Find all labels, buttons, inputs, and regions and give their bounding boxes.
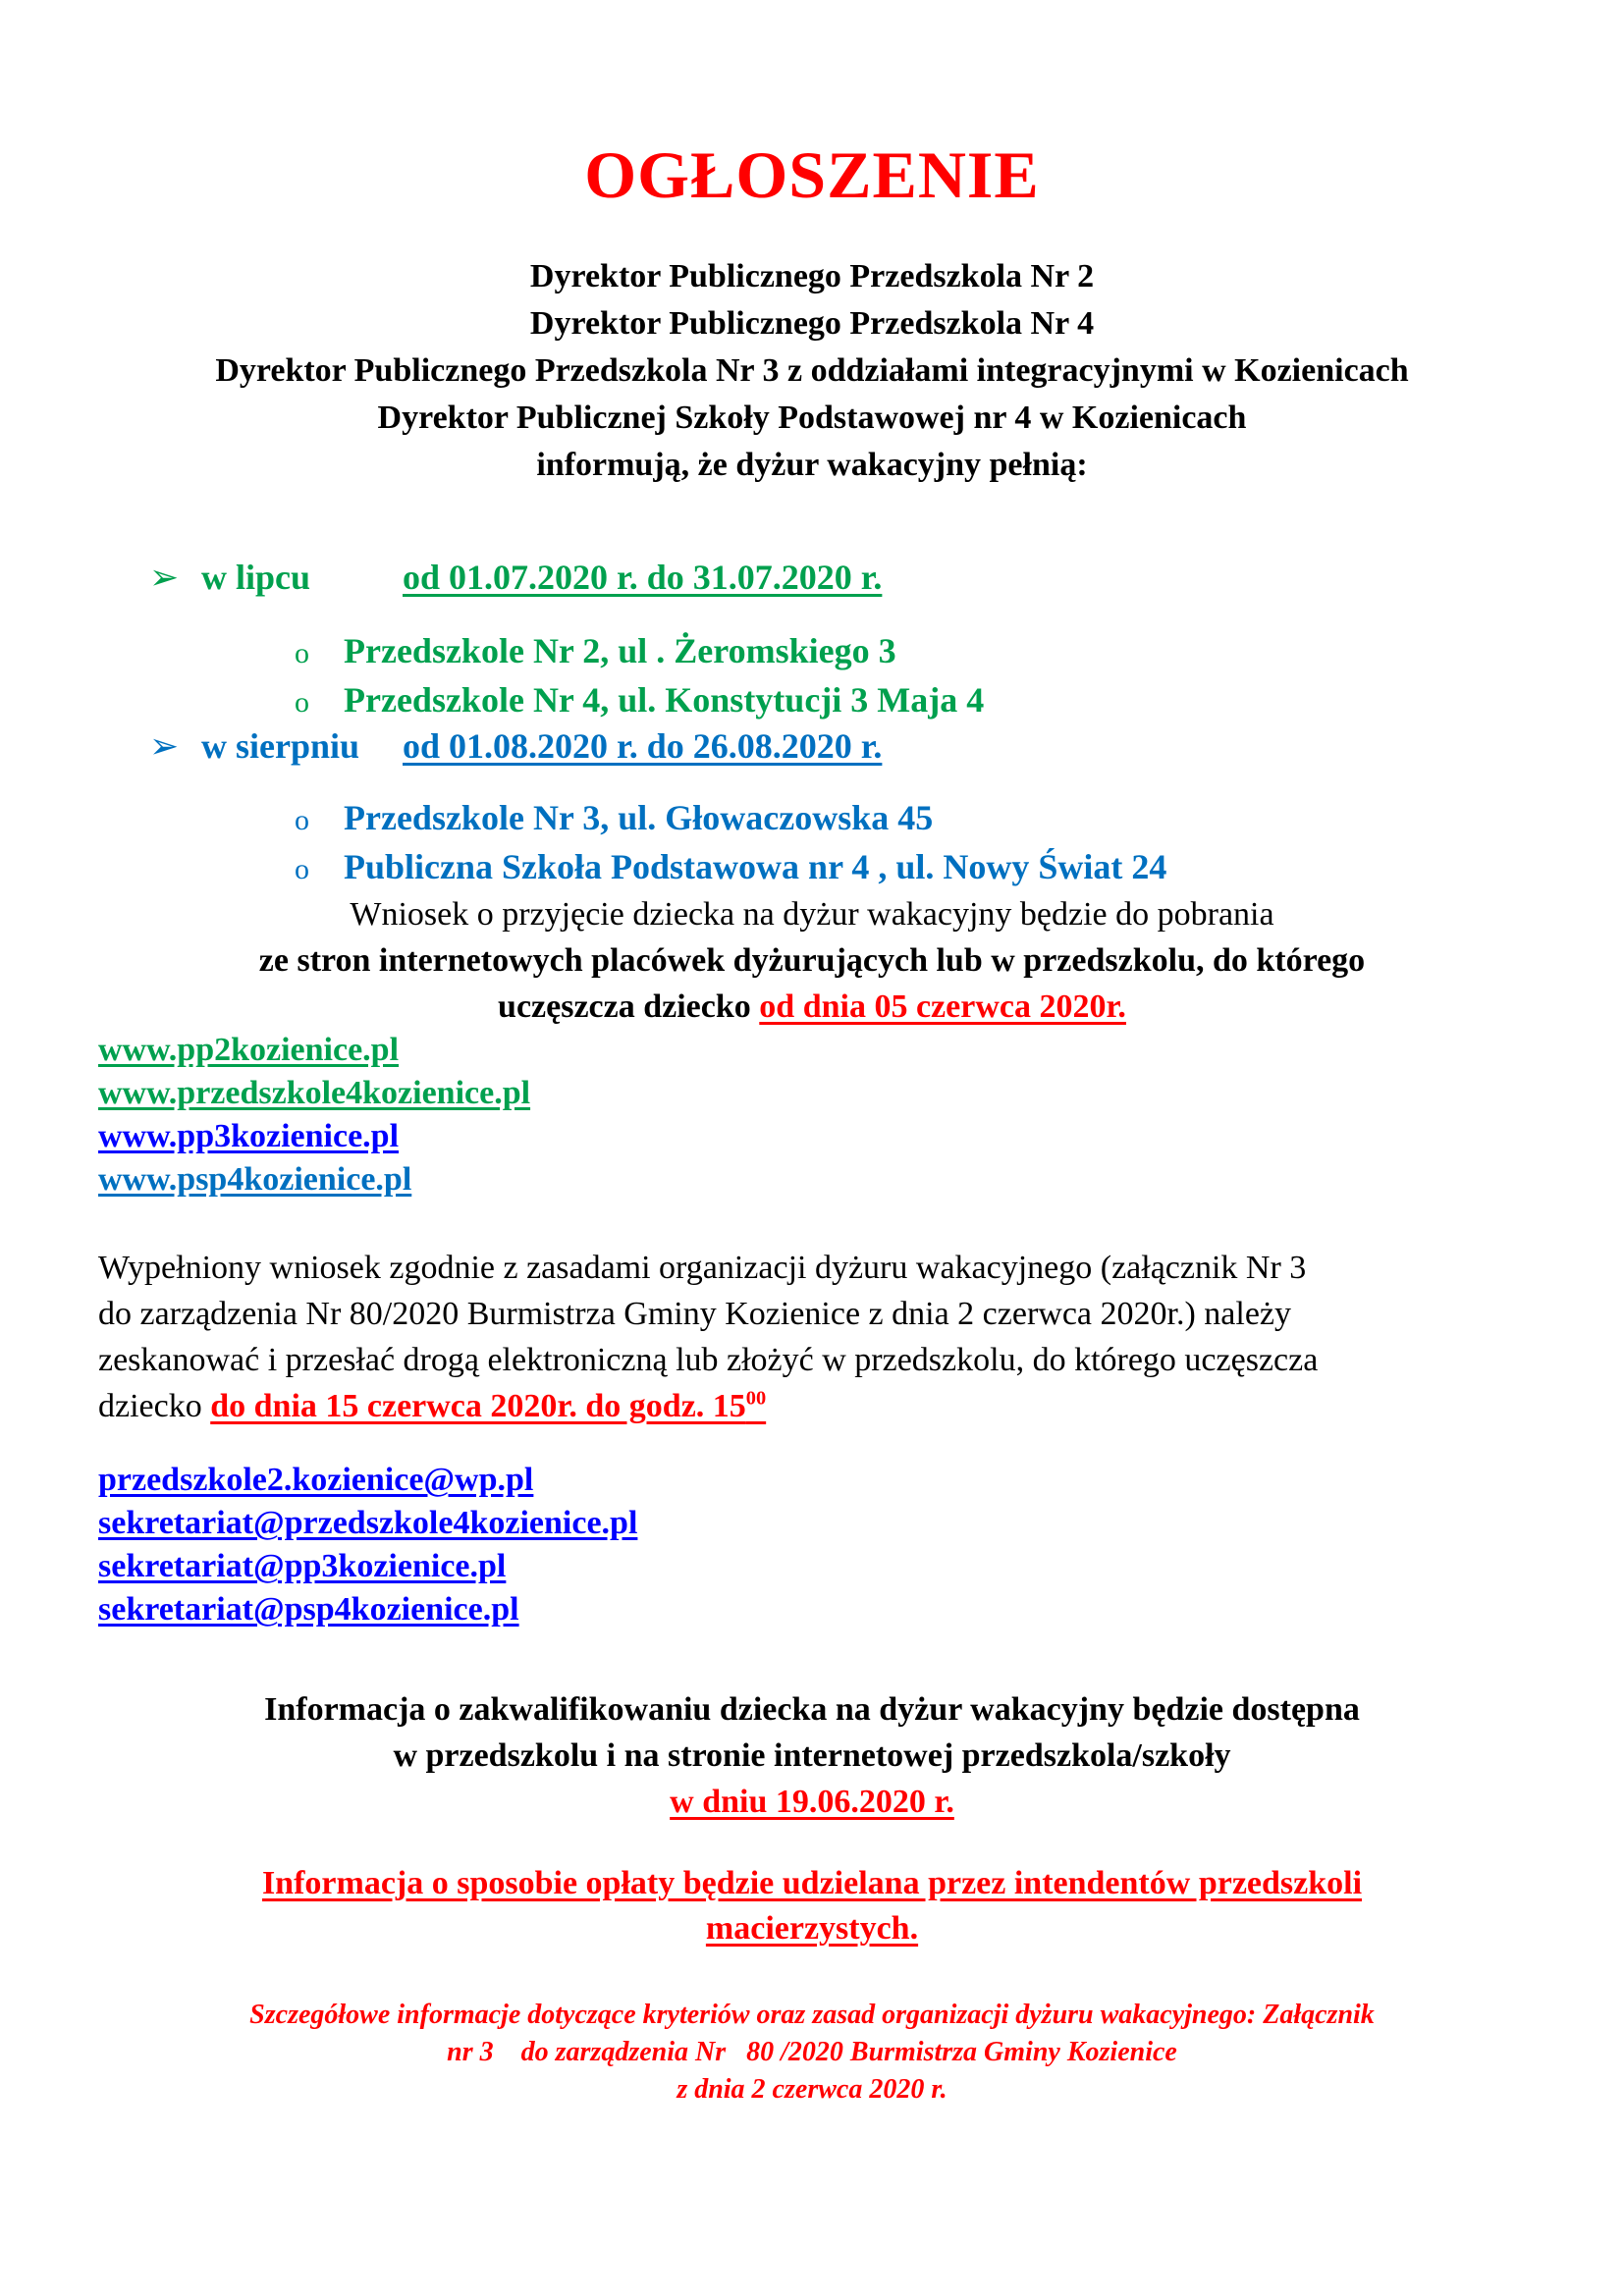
submission-line — [98, 1383, 1551, 1429]
payment-line — [0, 1906, 1624, 1951]
details-footnote — [0, 1997, 1624, 2109]
facility-text: Publiczna Szkoła Podstawowa nr 4 , ul. Nowy Świat 24 — [344, 847, 1167, 886]
qualification-info — [0, 1686, 1624, 1825]
submission-deadline-highlight — [210, 1388, 766, 1424]
arrow-bullet-icon: ➢ — [149, 558, 180, 597]
circle-bullet-icon: o — [295, 637, 309, 669]
email-link-przedszkole2[interactable]: przedszkole2.kozienice@wp.pl — [98, 1462, 534, 1498]
details-line: nr 3 do zarządzenia Nr 80 /2020 Burmistrza Gminy Kozienice — [447, 2037, 1177, 2067]
application-line — [0, 984, 1624, 1030]
director-line: Dyrektor Publicznego Przedszkola Nr 4 — [529, 305, 1095, 342]
submission-info — [98, 1245, 1551, 1429]
application-line: ze stron internetowych placówek dyżurujących lub w przedszkolu, do którego — [258, 942, 1366, 979]
facility-text: Przedszkole Nr 3, ul. Głowaczowska 45 — [344, 798, 934, 837]
website-link-psp4[interactable]: www.psp4kozienice.pl — [98, 1161, 412, 1198]
website-link-pp3[interactable]: www.pp3kozienice.pl — [98, 1118, 400, 1154]
website-link-pp2[interactable]: www.pp2kozienice.pl — [98, 1032, 400, 1068]
submission-line: Wypełniony wniosek zgodnie z zasadami organizacji dyżuru wakacyjnego (załącznik Nr 3 — [98, 1250, 1307, 1286]
submission-line: zeskanować i przesłać drogą elektroniczną lub złożyć w przedszkolu, do którego uczęszcza — [98, 1342, 1319, 1378]
qualification-date — [0, 1779, 1624, 1825]
facility-item — [295, 842, 1166, 894]
email-links — [98, 1459, 637, 1631]
arrow-bullet-icon: ➢ — [149, 726, 180, 766]
facility-item — [295, 675, 984, 727]
director-line: Dyrektor Publicznego Przedszkola Nr 3 z oddziałami integracyjnymi w Kozienicach — [215, 352, 1409, 389]
page-title: OGŁOSZENIE — [584, 137, 1040, 212]
payment-text: Informacja o sposobie opłaty będzie udzielana przez intendentów przedszkoli — [261, 1865, 1363, 1901]
website-link-przedszkole4[interactable]: www.przedszkole4kozienice.pl — [98, 1075, 531, 1111]
application-line: Wniosek o przyjęcie dziecka na dyżur wakacyjny będzie do pobrania — [350, 896, 1274, 933]
period-dates: od 01.07.2020 r. do 31.07.2020 r. — [403, 558, 883, 597]
details-line: Szczegółowe informacje dotyczące kryteriów oraz zasad organizacji dyżuru wakacyjnego: Załącznik — [249, 2000, 1375, 2030]
payment-line — [0, 1861, 1624, 1906]
facility-item — [295, 793, 933, 845]
facility-text: Przedszkole Nr 4, ul. Konstytucji 3 Maja 4 — [344, 680, 985, 720]
period-dates: od 01.08.2020 r. do 26.08.2020 r. — [403, 726, 883, 766]
facility-item — [295, 626, 896, 678]
submission-line: do zarządzenia Nr 80/2020 Burmistrza Gminy Kozienice z dnia 2 czerwca 2020r.) należy — [98, 1296, 1292, 1332]
application-date-highlight: od dnia 05 czerwca 2020r. — [759, 988, 1126, 1025]
application-info — [0, 891, 1624, 1030]
period-july — [149, 556, 882, 599]
qualification-date-highlight: w dniu 19.06.2020 r. — [670, 1784, 954, 1820]
circle-bullet-icon: o — [295, 686, 309, 719]
circle-bullet-icon: o — [295, 853, 309, 885]
payment-info — [0, 1861, 1624, 1951]
deadline-text: do dnia 15 czerwca 2020r. do godz. 15 — [210, 1388, 746, 1424]
director-line: Dyrektor Publicznego Przedszkola Nr 2 — [529, 258, 1095, 294]
deadline-minutes: 00 — [745, 1387, 767, 1410]
circle-bullet-icon: o — [295, 804, 309, 836]
facility-text: Przedszkole Nr 2, ul . Żeromskiego 3 — [344, 631, 896, 670]
period-month: w sierpniu — [201, 726, 360, 766]
period-august — [149, 724, 882, 768]
email-link-przedszkole4[interactable]: sekretariat@przedszkole4kozienice.pl — [98, 1505, 638, 1541]
email-link-pp3[interactable]: sekretariat@pp3kozienice.pl — [98, 1548, 507, 1584]
intro-line: informują, że dyżur wakacyjny pełnią: — [536, 447, 1088, 483]
submission-text: dziecko — [98, 1388, 211, 1424]
website-links — [98, 1029, 530, 1201]
qualification-line: w przedszkolu i na stronie internetowej przedszkola/szkoły — [393, 1737, 1231, 1774]
details-line: z dnia 2 czerwca 2020 r. — [677, 2074, 947, 2105]
application-text: uczęszcza dziecko — [498, 988, 760, 1025]
director-line: Dyrektor Publicznej Szkoły Podstawowej nr 4 w Kozienicach — [377, 400, 1247, 436]
payment-text: macierzystych. — [705, 1910, 919, 1947]
qualification-line: Informacja o zakwalifikowaniu dziecka na dyżur wakacyjny będzie dostępna — [264, 1691, 1360, 1728]
directors-block — [0, 253, 1624, 489]
email-link-psp4[interactable]: sekretariat@psp4kozienice.pl — [98, 1591, 519, 1628]
period-month: w lipcu — [201, 558, 311, 597]
